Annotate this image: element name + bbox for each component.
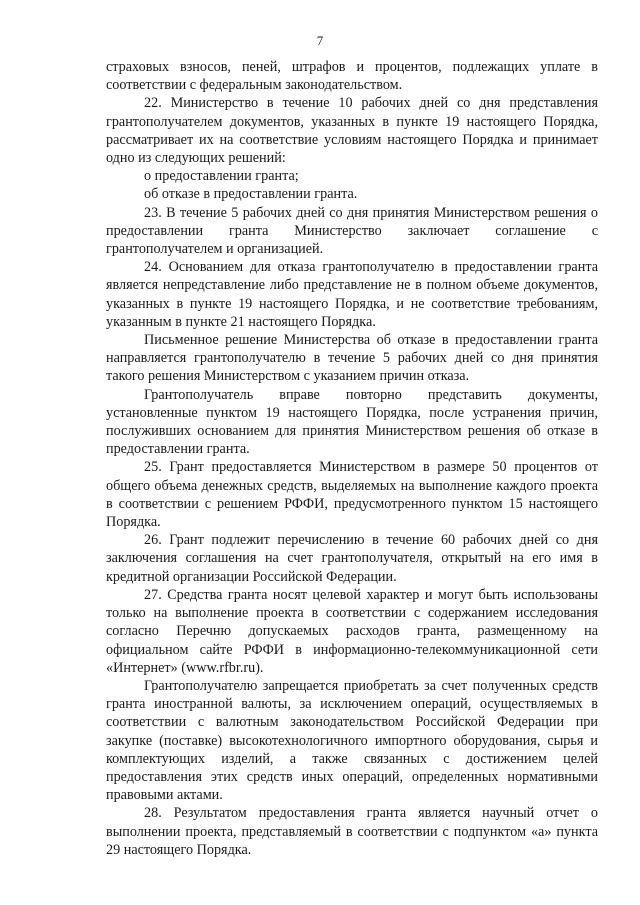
paragraph: страховых взносов, пеней, штрафов и процентов, подлежащих уплате в соответствии с федеральным законодательством. — [106, 59, 598, 94]
paragraph-22: 22. Министерство в течение 10 рабочих дней со дня представления грантополучателем документов, указанных в пункте 19 настоящего Порядка, рассматривает их на соответствие условиям настоящего Порядка и принимает одно из следующих решений: — [106, 95, 598, 167]
decision-option: о предоставлении гранта; — [144, 168, 299, 185]
paragraph: Письменное решение Министерства об отказе в предоставлении гранта направляется грантополучателю в течение 5 рабочих дней со дня принятия такого решения Министерством с указанием причин отказа. — [106, 332, 598, 385]
paragraph-28: 28. Результатом предоставления гранта является научный отчет о выполнении проекта, представляемый в соответствии с подпунктом «а» пункта 29 настоящего Порядка. — [106, 805, 598, 858]
page-number: 7 — [316, 33, 324, 48]
paragraph-27: 27. Средства гранта носят целевой характер и могут быть использованы только на выполнение проекта в соответствии с содержанием исследования согласно Перечню допускаемых расходов гранта, размещенному на официальном сайте РФФИ в информационно-телекоммуникационной сети «Интернет» (www.rfbr.ru). — [106, 586, 598, 676]
paragraph-24: 24. Основанием для отказа грантополучателю в предоставлении гранта является непредставление либо представление не в полном объеме документов, указанных в пункте 19 настоящего Порядка, и не соответствие требованиям, указанным в пункте 21 настоящего Порядка. — [106, 259, 598, 330]
paragraph: Грантополучатель вправе повторно представить документы, установленные пунктом 19 настоящего Порядка, после устранения причин, послуживших основанием для принятия Министерством решения об отказе в предоставлении гранта. — [106, 386, 598, 458]
decision-option: об отказе в предоставлении гранта. — [144, 186, 358, 203]
paragraph-23: 23. В течение 5 рабочих дней со дня принятия Министерством решения о предоставлении гранта Министерство заключает соглашение с грантополучателем и организацией. — [106, 204, 598, 258]
document-body — [106, 58, 598, 859]
paragraph-26: 26. Грант подлежит перечислению в течение 60 рабочих дней со дня заключения соглашения на счет грантополучателя, открытый на его имя в кредитной организации Российской Федерации. — [106, 532, 598, 585]
paragraph-25: 25. Грант предоставляется Министерством в размере 50 процентов от общего объема денежных средств, выделяемых на выполнение каждого проекта в соответствии с решением РФФИ, предусмотренного пунктом 15 настоящего Порядка. — [106, 459, 598, 531]
paragraph: Грантополучателю запрещается приобретать за счет полученных средств гранта иностранной валюты, за исключением операций, осуществляемых в соответствии с валютным законодательством Российской Федерации при закупке (поставке) высокотехнологичного импортного оборудования, сырья и комплектующих изделий, а также связанных с достижением целей предоставления этих средств иных операций, определенных нормативными правовыми актами. — [106, 677, 598, 804]
